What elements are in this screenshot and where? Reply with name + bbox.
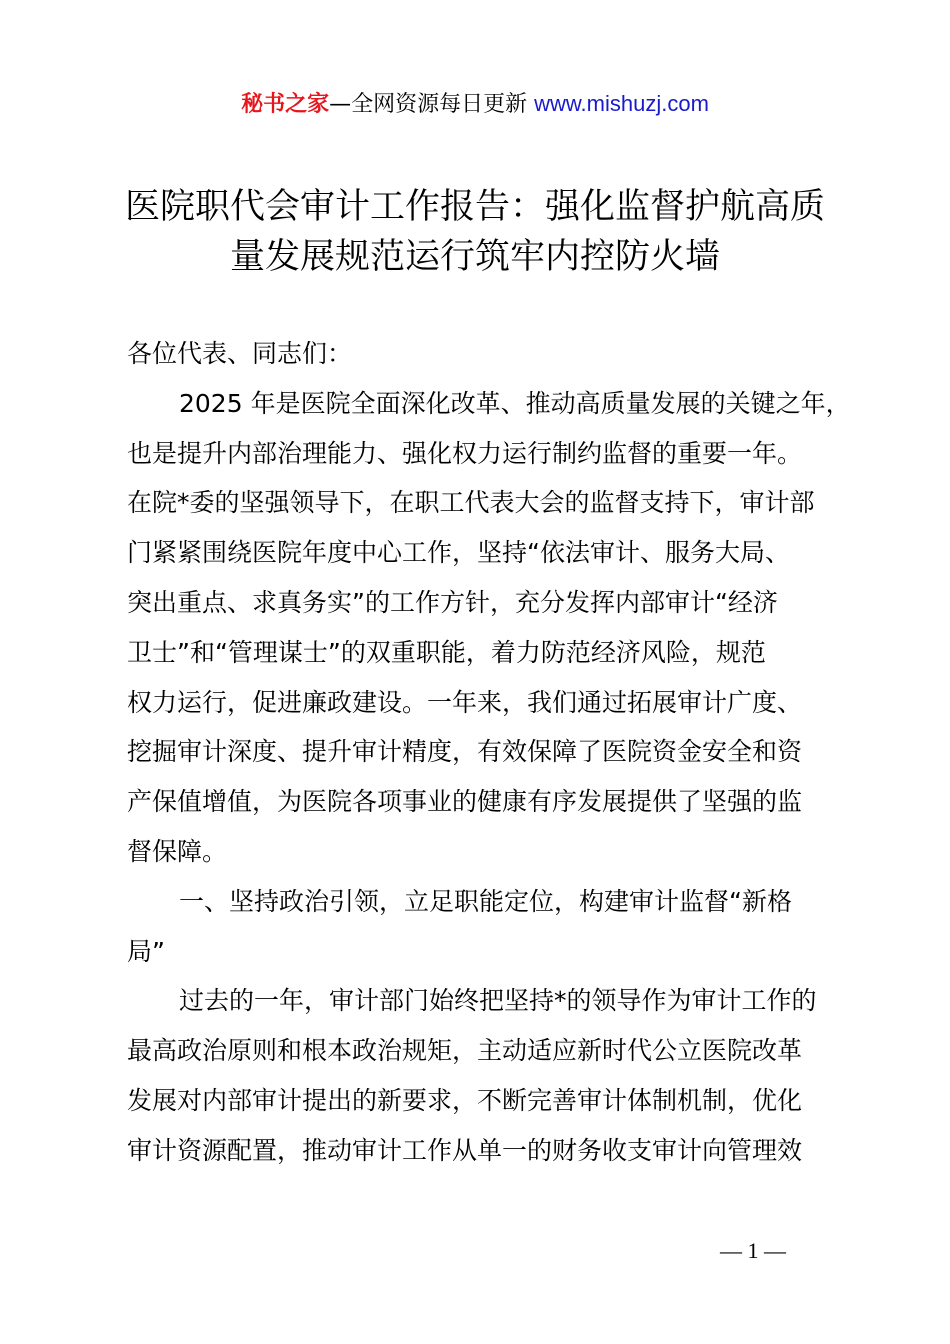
document-body (127, 329, 851, 1176)
section-heading: 局” (127, 936, 165, 966)
paragraph-line: 挖掘审计深度、提升审计精度，有效保障了医院资金安全和资 (127, 737, 803, 767)
paragraph-line: 过去的一年，审计部门始终把坚持*的领导作为审计工作的 (179, 986, 817, 1016)
paragraph-line: 2025 年是医院全面深化改革、推动高质量发展的关键之年， (179, 388, 851, 418)
paragraph-line: 督保障。 (127, 836, 228, 866)
paragraph-line: 最高政治原则和根本政治规矩，主动适应新时代公立医院改革 (127, 1036, 803, 1066)
site-banner (0, 88, 950, 121)
paragraph-line: 也是提升内部治理能力、强化权力运行制约监督的重要一年。 (127, 438, 803, 468)
paragraph-line: 突出重点、求真务实”的工作方针，充分发挥内部审计“经济 (127, 587, 778, 617)
brand-name: 秘书之家 (241, 92, 330, 117)
document-title (0, 182, 950, 282)
banner-tagline: —全网资源每日更新 (329, 92, 528, 117)
title-line: 量发展规范运行筑牢内控防火墙 (229, 237, 720, 277)
paragraph-line: 发展对内部审计提出的新要求，不断完善审计体制机制，优化 (127, 1085, 803, 1115)
paragraph-line: 审计资源配置，推动审计工作从单一的财务收支审计向管理效 (127, 1135, 803, 1165)
paragraph-line: 权力运行，促进廉政建设。一年来，我们通过拓展审计广度、 (127, 687, 803, 717)
paragraph-line: 门紧紧围绕医院年度中心工作，坚持“依法审计、服务大局、 (127, 538, 790, 568)
paragraph-line: 产保值增值，为医院各项事业的健康有序发展提供了坚强的监 (127, 787, 803, 817)
paragraph-line: 在院*委的坚强领导下，在职工代表大会的监督支持下，审计部 (127, 488, 815, 518)
paragraph-line: 卫士”和“管理谋士”的双重职能，着力防范经济风险，规范 (127, 637, 766, 667)
title-line: 医院职代会审计工作报告：强化监督护航高质 (124, 187, 825, 227)
section-heading: 一、坚持政治引领，立足职能定位，构建审计监督“新格 (179, 886, 792, 916)
site-url-link[interactable]: www.mishuzj.com (534, 91, 709, 116)
page-number: — 1 — (720, 1238, 786, 1263)
salutation: 各位代表、同志们： (127, 339, 353, 368)
